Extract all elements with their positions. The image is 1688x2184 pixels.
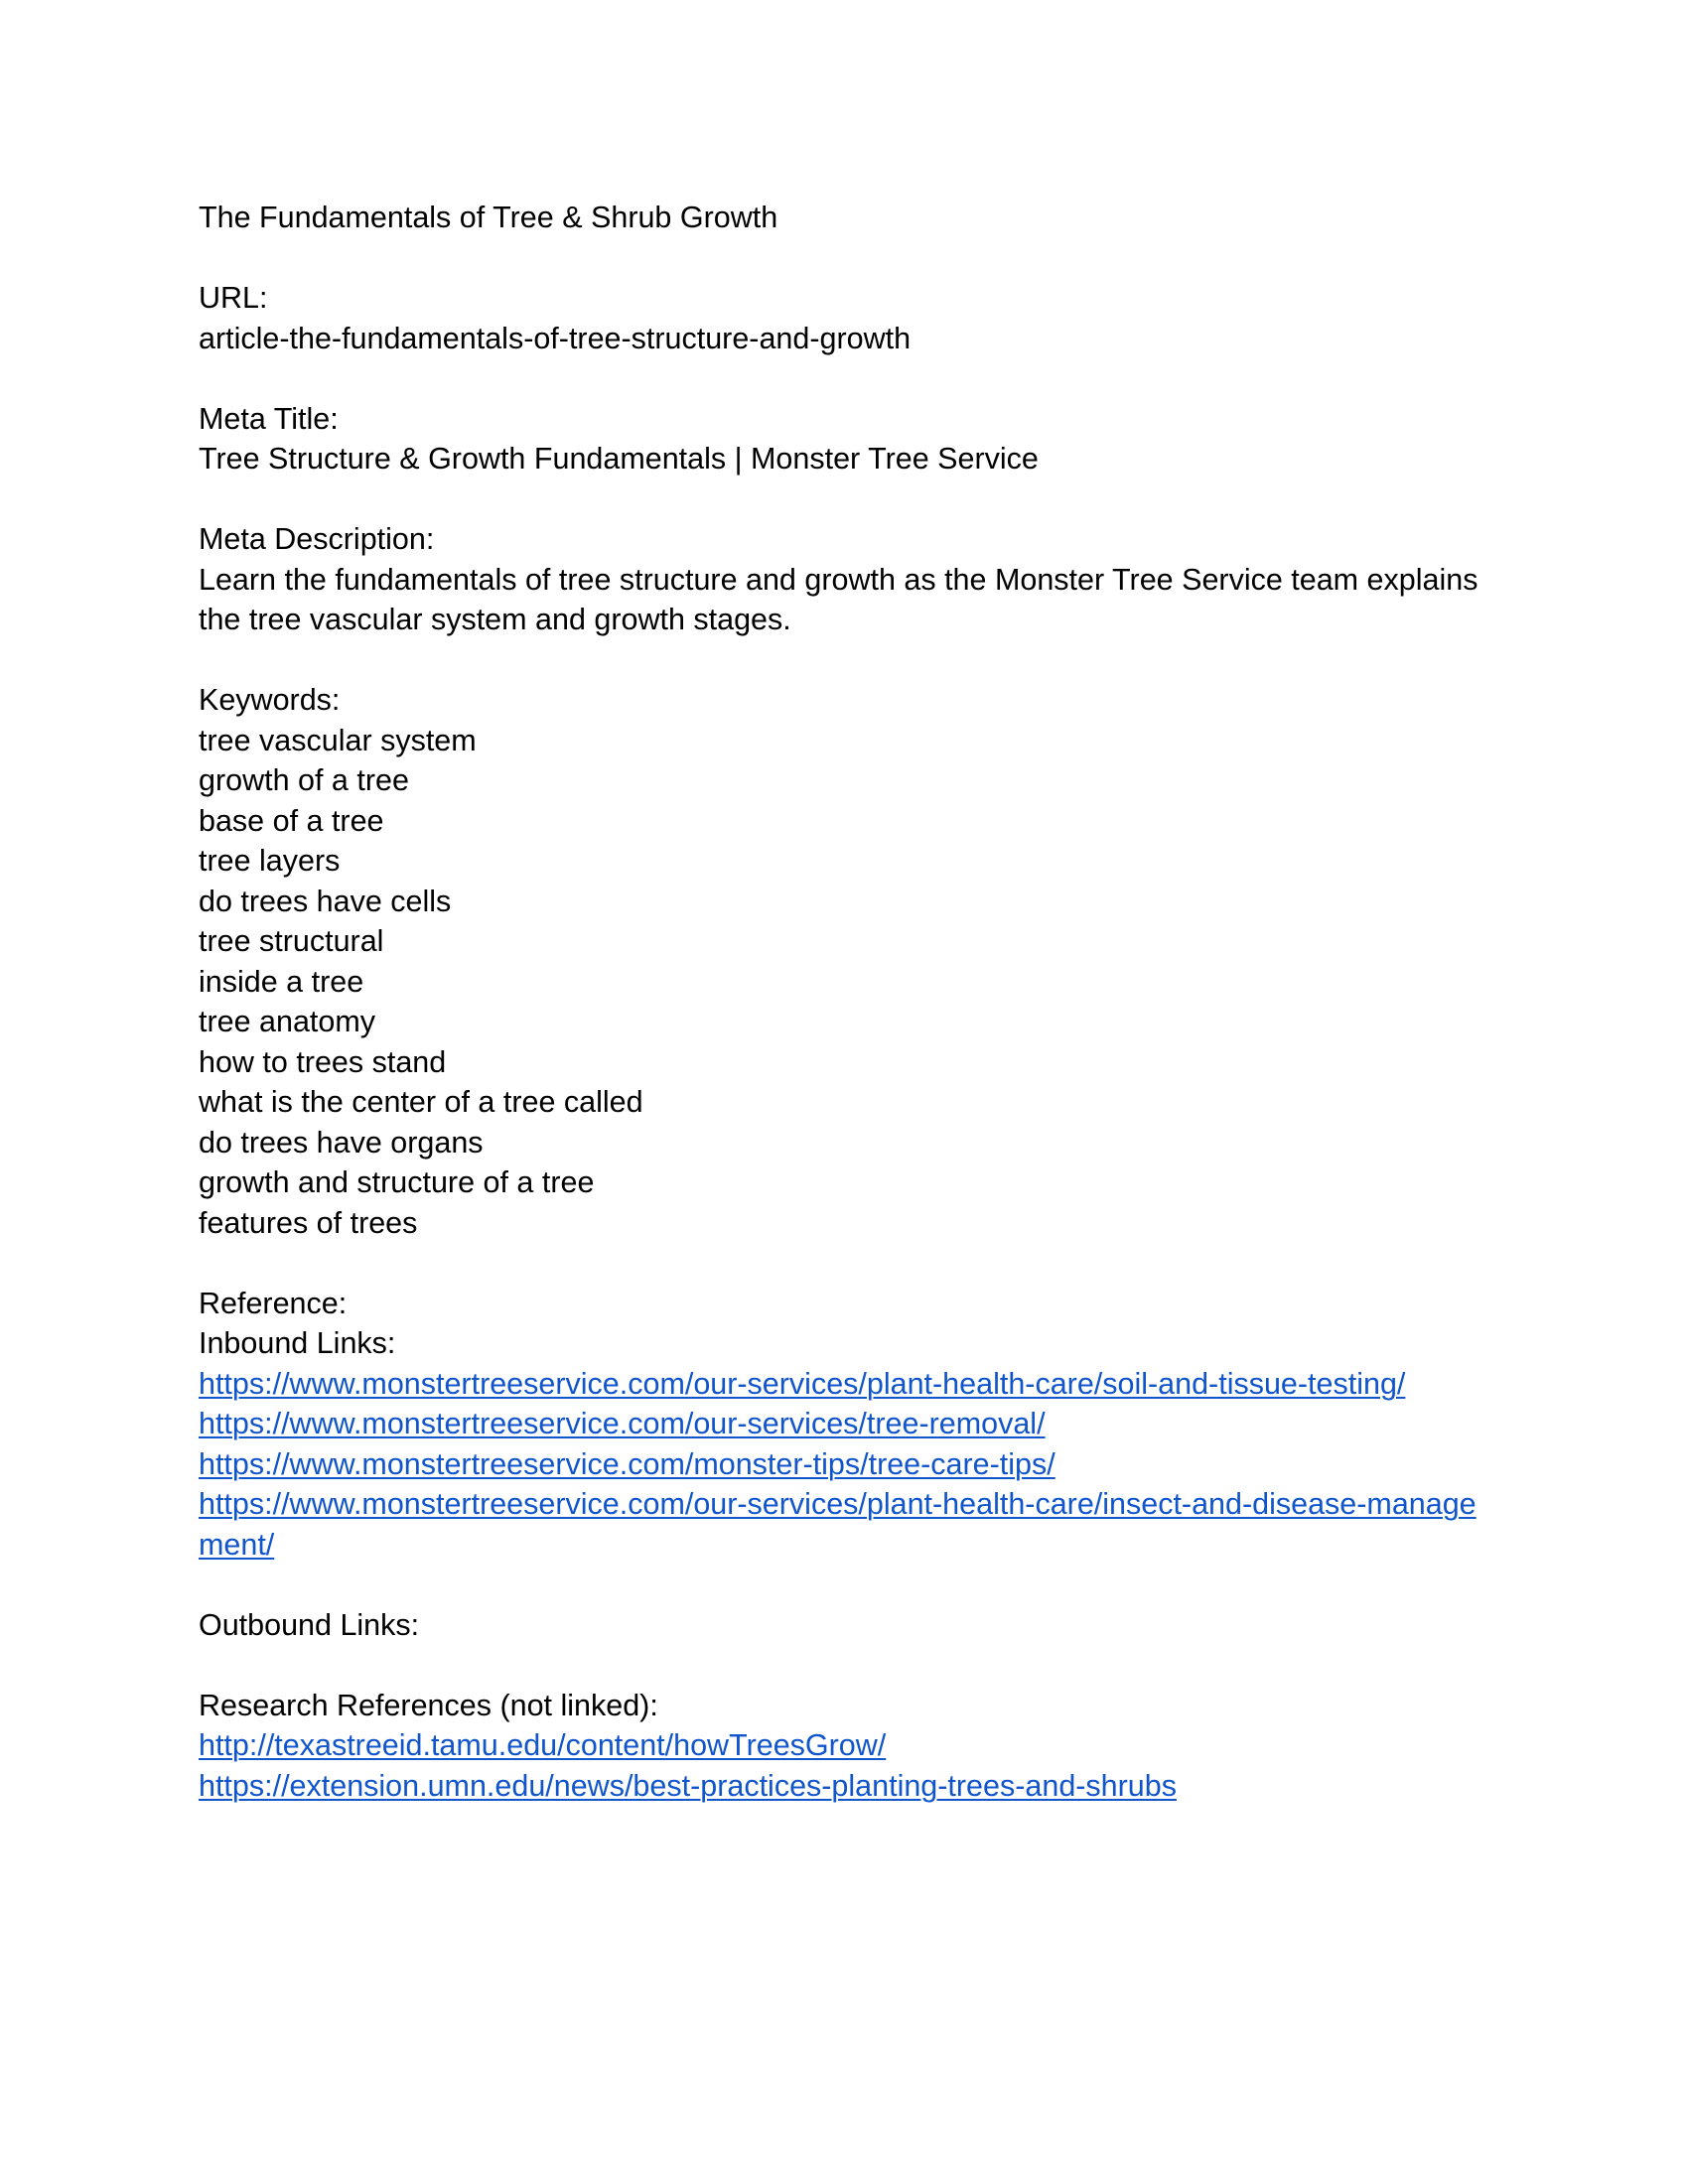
keyword-item: tree layers	[199, 844, 341, 878]
inbound-link[interactable]: https://www.monstertreeservice.com/our-services/plant-health-care/insect-and-disease-management/	[199, 1487, 1477, 1562]
spacer	[199, 640, 1499, 681]
keyword-item: base of a tree	[199, 803, 384, 838]
spacer	[199, 238, 1499, 279]
keyword-item: what is the center of a tree called	[199, 1085, 643, 1119]
keyword-item: features of trees	[199, 1205, 418, 1240]
inbound-links-label: Inbound Links:	[199, 1326, 396, 1360]
meta-description-label: Meta Description:	[199, 522, 435, 556]
inbound-link[interactable]: https://www.monstertreeservice.com/our-services/plant-health-care/soil-and-tissue-testing/	[199, 1366, 1406, 1401]
spacer	[199, 479, 1499, 520]
inbound-link[interactable]: https://www.monstertreeservice.com/our-services/tree-removal/	[199, 1407, 1046, 1440]
meta-description-line: the tree vascular system and growth stages.	[199, 603, 791, 636]
meta-title-value: Tree Structure & Growth Fundamentals | Monster Tree Service	[199, 442, 1039, 476]
research-link[interactable]: http://texastreeid.tamu.edu/content/howTreesGrow/	[199, 1728, 887, 1762]
keyword-item: tree structural	[199, 924, 384, 958]
keyword-item: do trees have organs	[199, 1125, 484, 1160]
spacer	[199, 1645, 1499, 1686]
keyword-item: growth and structure of a tree	[199, 1165, 595, 1199]
keyword-item: tree anatomy	[199, 1005, 376, 1038]
spacer	[199, 358, 1499, 399]
outbound-links-label: Outbound Links:	[199, 1607, 420, 1642]
research-links-list	[199, 1725, 1499, 1806]
inbound-links-list	[199, 1364, 1499, 1566]
research-link[interactable]: https://extension.umn.edu/news/best-practices-planting-trees-and-shrubs	[199, 1768, 1177, 1803]
url-label: URL:	[199, 281, 268, 315]
keyword-item: inside a tree	[199, 964, 364, 999]
keyword-item: how to trees stand	[199, 1044, 447, 1079]
meta-description-line: Learn the fundamentals of tree structure and growth as the Monster Tree Service team explains	[199, 562, 1478, 597]
keywords-list	[199, 721, 1499, 1244]
keywords-label: Keywords:	[199, 683, 341, 717]
research-references-label: Research References (not linked):	[199, 1688, 658, 1722]
url-value: article-the-fundamentals-of-tree-structure-and-growth	[199, 321, 912, 355]
document-title: The Fundamentals of Tree & Shrub Growth	[199, 201, 778, 234]
inbound-link[interactable]: https://www.monstertreeservice.com/monster-tips/tree-care-tips/	[199, 1446, 1055, 1481]
meta-title-label: Meta Title:	[199, 401, 339, 436]
spacer	[199, 1565, 1499, 1605]
document-page	[199, 198, 1499, 1806]
keyword-item: growth of a tree	[199, 763, 409, 797]
keyword-item: do trees have cells	[199, 884, 452, 918]
reference-label: Reference:	[199, 1286, 348, 1320]
keyword-item: tree vascular system	[199, 723, 477, 757]
spacer	[199, 1243, 1499, 1284]
